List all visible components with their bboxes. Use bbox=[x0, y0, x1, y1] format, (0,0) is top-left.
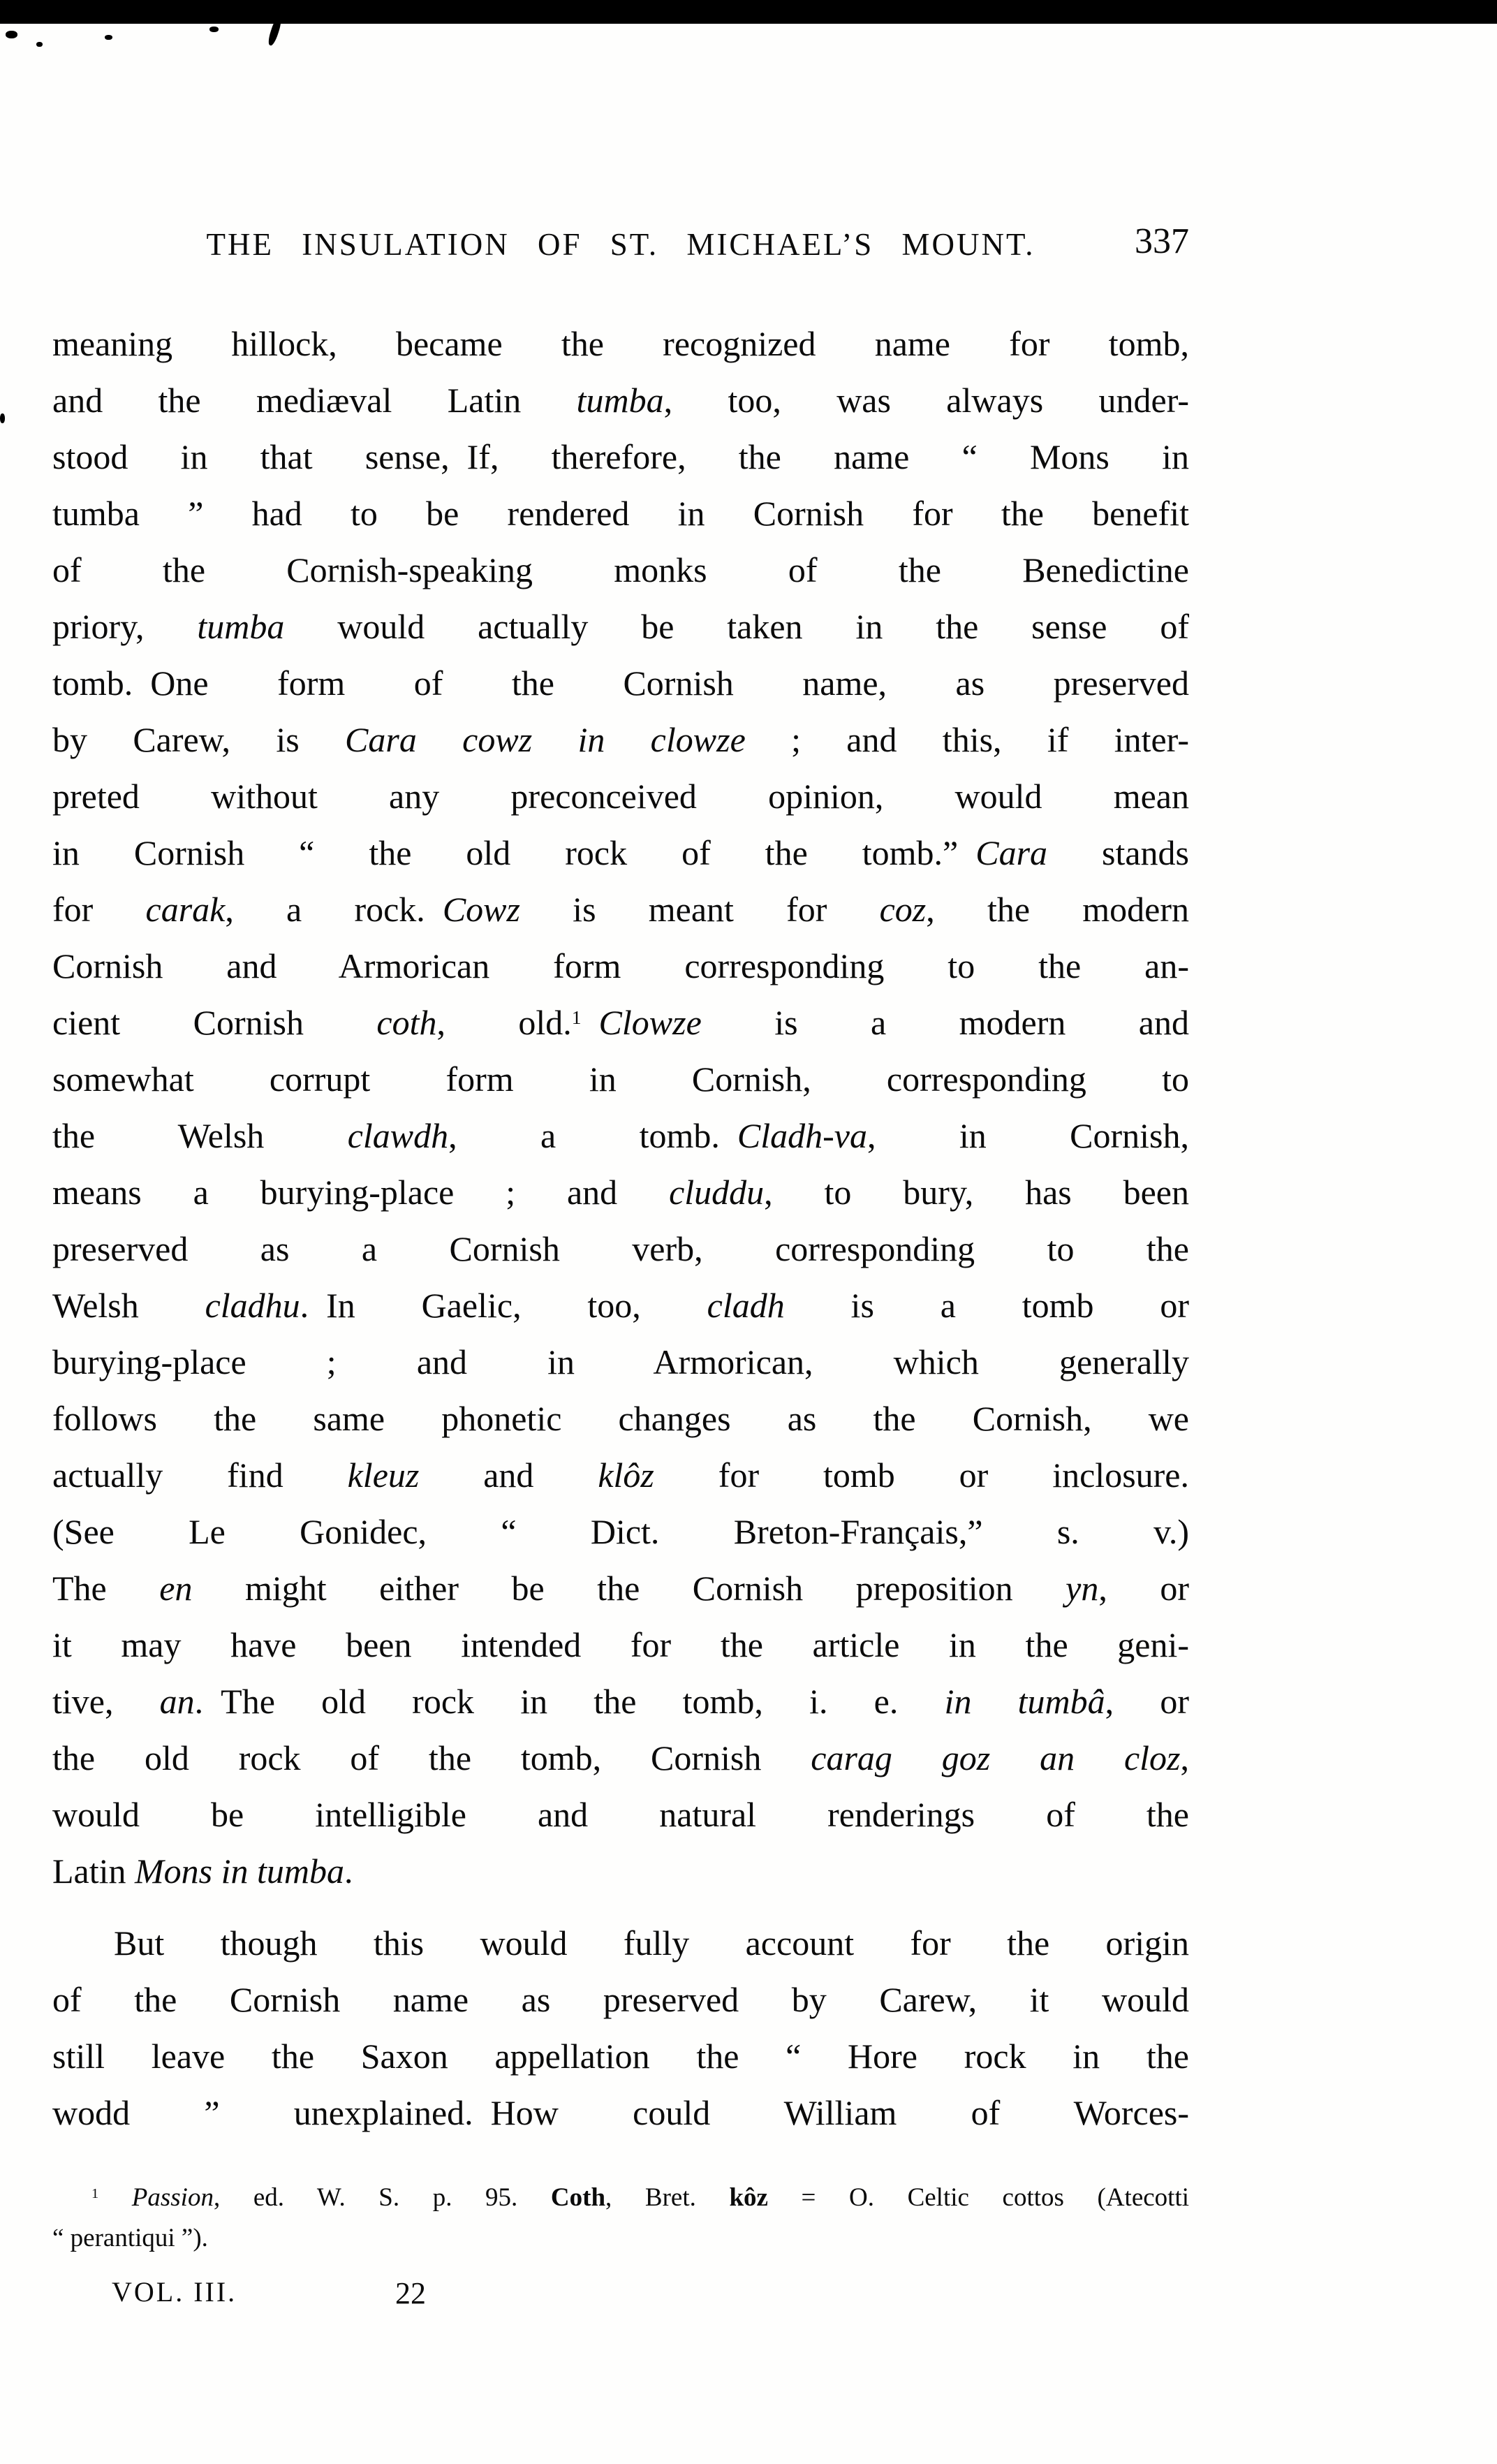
text-segment: The bbox=[52, 1569, 160, 1608]
text-segment: Coth bbox=[550, 2183, 606, 2212]
text-segment: would actually be taken in the sense of bbox=[284, 607, 1189, 646]
text-segment: , in Cornish, bbox=[867, 1116, 1189, 1155]
text-line bbox=[52, 1843, 1189, 1900]
text-segment: and bbox=[419, 1455, 598, 1495]
text-segment: carag goz an cloz bbox=[811, 1738, 1181, 1777]
text-line bbox=[52, 1915, 1189, 1972]
text-segment: tumba bbox=[197, 607, 285, 646]
text-line bbox=[52, 1277, 1189, 1334]
text-line bbox=[52, 1730, 1189, 1787]
text-segment: Cornish and Armorican form corresponding to the an- bbox=[52, 946, 1189, 985]
text-segment: by Carew, is bbox=[52, 720, 346, 759]
text-segment: = O. Celtic cottos (Atecotti bbox=[767, 2183, 1190, 2212]
text-line bbox=[52, 712, 1189, 768]
text-line bbox=[52, 2218, 1189, 2259]
text-segment: is meant for bbox=[519, 890, 880, 929]
text-segment: . The old rock in the tomb, i. e. bbox=[194, 1682, 945, 1721]
text-line bbox=[52, 1560, 1189, 1617]
text-segment: cladhu bbox=[205, 1286, 300, 1325]
text-line bbox=[52, 1673, 1189, 1730]
text-segment bbox=[98, 2183, 132, 2212]
text-segment: en bbox=[159, 1569, 193, 1608]
text-segment: burying-place ; and in Armorican, which generally bbox=[52, 1342, 1189, 1381]
text-segment: and the mediæval Latin bbox=[52, 381, 577, 420]
text-segment: Latin bbox=[52, 1851, 135, 1891]
text-segment: kôz bbox=[729, 2183, 768, 2212]
text-line bbox=[52, 1108, 1189, 1164]
text-segment: tumba ” had to be rendered in Cornish for the benefit bbox=[52, 494, 1189, 533]
running-head bbox=[52, 221, 1189, 265]
text-segment: Cladh-va bbox=[737, 1116, 867, 1155]
text-segment: , Bret. bbox=[605, 2183, 730, 2212]
text-segment: Passion bbox=[131, 2183, 214, 2212]
text-line bbox=[52, 1164, 1189, 1221]
text-segment: , ed. W. S. p. 95. bbox=[213, 2183, 551, 2212]
text-segment: kleuz bbox=[347, 1455, 420, 1495]
text-line bbox=[52, 768, 1189, 825]
text-segment: , or bbox=[1105, 1682, 1189, 1721]
text-segment: priory, bbox=[52, 607, 198, 646]
body-text bbox=[52, 316, 1189, 2141]
text-line bbox=[52, 1787, 1189, 1843]
text-segment: Cara cowz in clowze bbox=[345, 720, 746, 759]
text-segment: coz bbox=[879, 890, 927, 929]
footnote-reference: 1 bbox=[91, 2185, 99, 2201]
text-segment: , a rock. bbox=[225, 890, 443, 929]
text-line bbox=[52, 938, 1189, 995]
text-segment: in Cornish “ the old rock of the tomb.” bbox=[52, 833, 976, 872]
text-segment: actually find bbox=[52, 1455, 348, 1495]
page-number: 337 bbox=[1135, 221, 1189, 261]
text-segment: . bbox=[344, 1851, 353, 1891]
text-segment: cluddu bbox=[669, 1173, 765, 1212]
text-segment: in tumbâ bbox=[944, 1682, 1105, 1721]
text-segment: tumba bbox=[576, 381, 664, 420]
text-line bbox=[52, 429, 1189, 485]
text-segment: for tomb or inclosure. bbox=[654, 1455, 1190, 1495]
text-segment: an bbox=[159, 1682, 195, 1721]
text-line bbox=[52, 655, 1189, 712]
text-segment: cladh bbox=[707, 1286, 785, 1325]
text-line bbox=[52, 881, 1189, 938]
text-segment: the old rock of the tomb, Cornish bbox=[52, 1738, 811, 1777]
text-segment: carak bbox=[145, 890, 226, 929]
text-segment: means a burying-place ; and bbox=[52, 1173, 670, 1212]
text-line bbox=[52, 1972, 1189, 2028]
text-line bbox=[52, 599, 1189, 655]
page-footer bbox=[0, 2275, 1497, 2317]
text-segment: coth bbox=[376, 1003, 437, 1042]
text-line bbox=[52, 2028, 1189, 2085]
text-segment: . In Gaelic, too, bbox=[300, 1286, 707, 1325]
text-segment bbox=[582, 1003, 599, 1042]
scan-speck bbox=[0, 413, 5, 423]
text-segment: But though this would fully account for the origin bbox=[114, 1923, 1189, 1963]
text-segment: klôz bbox=[598, 1455, 654, 1495]
scan-artifact-top-band bbox=[0, 0, 1497, 24]
text-line bbox=[52, 2085, 1189, 2141]
text-segment: , too, was always under- bbox=[663, 381, 1189, 420]
text-segment: , or bbox=[1098, 1569, 1189, 1608]
text-line bbox=[52, 1051, 1189, 1108]
scan-speck bbox=[209, 27, 219, 32]
volume-label: VOL. III. bbox=[112, 2276, 237, 2308]
text-segment: tomb. One form of the Cornish name, as preserved bbox=[52, 663, 1189, 703]
text-segment: of the Cornish-speaking monks of the Benedictine bbox=[52, 550, 1189, 589]
text-segment: , to bury, has been bbox=[764, 1173, 1189, 1212]
text-line bbox=[52, 1504, 1189, 1560]
text-segment: preted without any preconceived opinion, would mean bbox=[52, 777, 1189, 816]
text-segment: is a tomb or bbox=[784, 1286, 1189, 1325]
text-segment: might either be the Cornish preposition bbox=[192, 1569, 1066, 1608]
text-segment: clawdh bbox=[347, 1116, 449, 1155]
text-segment: stands bbox=[1047, 833, 1189, 872]
footnote bbox=[52, 2178, 1189, 2259]
text-segment: of the Cornish name as preserved by Carew, it would bbox=[52, 1980, 1189, 2019]
text-segment: meaning hillock, became the recognized name for tomb, bbox=[52, 324, 1189, 363]
scan-speck bbox=[6, 31, 17, 38]
text-line bbox=[52, 1391, 1189, 1447]
text-segment: follows the same phonetic changes as the Cornish, we bbox=[52, 1399, 1189, 1438]
text-segment: for bbox=[52, 890, 146, 929]
text-line bbox=[52, 995, 1189, 1051]
signature-number: 22 bbox=[395, 2276, 426, 2310]
text-segment: , bbox=[1180, 1738, 1189, 1777]
text-line bbox=[52, 1334, 1189, 1391]
text-line bbox=[52, 2178, 1189, 2218]
scan-speck bbox=[36, 42, 43, 47]
text-segment: Cara bbox=[975, 833, 1048, 872]
text-segment: Welsh bbox=[52, 1286, 205, 1325]
text-segment: it may have been intended for the article in the geni- bbox=[52, 1625, 1189, 1664]
text-segment: preserved as a Cornish verb, corresponding to the bbox=[52, 1229, 1189, 1268]
text-segment: “ perantiqui ”). bbox=[52, 2224, 208, 2252]
running-head-title: THE INSULATION OF ST. MICHAEL’S MOUNT. bbox=[206, 227, 1035, 262]
text-segment: yn bbox=[1065, 1569, 1099, 1608]
text-segment: would be intelligible and natural renderings of the bbox=[52, 1795, 1189, 1834]
footnote-reference: 1 bbox=[571, 1006, 582, 1028]
text-segment: still leave the Saxon appellation the “ Hore rock in the bbox=[52, 2037, 1189, 2076]
text-segment: , a tomb. bbox=[448, 1116, 737, 1155]
text-line bbox=[52, 1617, 1189, 1673]
text-segment: Clowze bbox=[598, 1003, 702, 1042]
text-segment: somewhat corrupt form in Cornish, corresponding to bbox=[52, 1059, 1189, 1099]
text-line bbox=[52, 825, 1189, 881]
text-line bbox=[52, 372, 1189, 429]
text-segment: the Welsh bbox=[52, 1116, 348, 1155]
text-segment: cient Cornish bbox=[52, 1003, 377, 1042]
text-segment: , old. bbox=[436, 1003, 572, 1042]
text-segment: Mons in tumba bbox=[135, 1851, 345, 1891]
text-line bbox=[52, 542, 1189, 599]
text-line bbox=[52, 1221, 1189, 1277]
text-segment: (See Le Gonidec, “ Dict. Breton-Français,” s. v.) bbox=[52, 1512, 1189, 1551]
text-segment: tive, bbox=[52, 1682, 160, 1721]
text-line bbox=[52, 1447, 1189, 1504]
text-segment: stood in that sense, If, therefore, the name “ Mons in bbox=[52, 437, 1189, 476]
text-segment: wodd ” unexplained. How could William of Worces- bbox=[52, 2093, 1189, 2132]
text-segment: Cowz bbox=[442, 890, 520, 929]
text-line bbox=[52, 316, 1189, 372]
text-segment: is a modern and bbox=[701, 1003, 1189, 1042]
text-segment: , the modern bbox=[926, 890, 1189, 929]
text-segment: ; and this, if inter- bbox=[745, 720, 1189, 759]
text-line bbox=[52, 485, 1189, 542]
scan-speck bbox=[105, 35, 112, 40]
